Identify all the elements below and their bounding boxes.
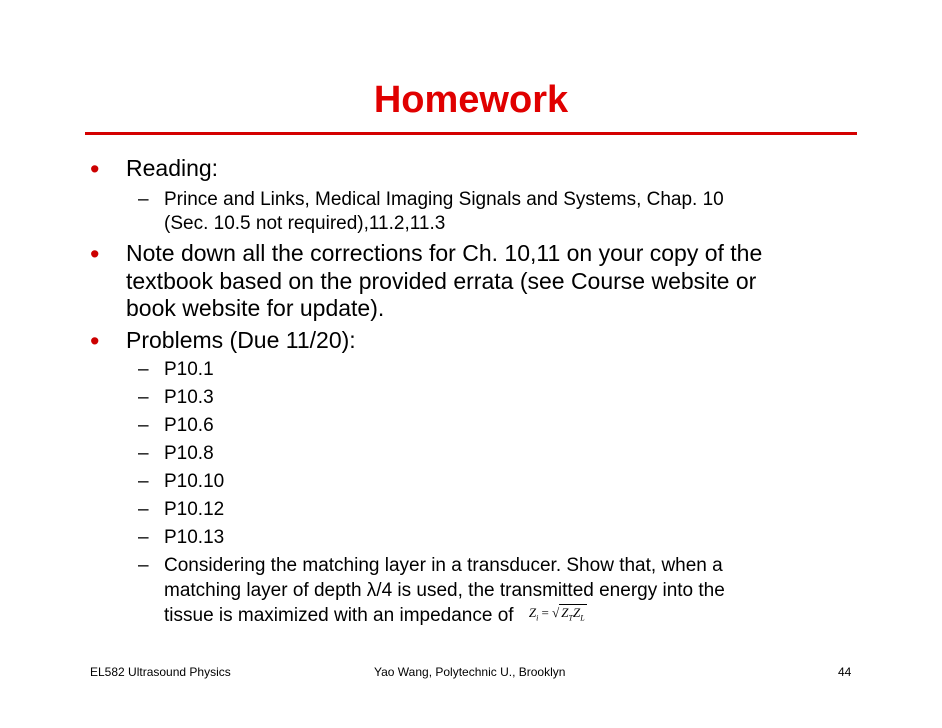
problem-item: P10.1 (164, 359, 214, 380)
dash-marker: – (138, 415, 149, 436)
bullet-note-line1: Note down all the corrections for Ch. 10,11 on your copy of the (126, 240, 763, 266)
dash-marker: – (138, 443, 149, 464)
bullet-dot: • (90, 154, 100, 184)
formula-sqrt (559, 604, 586, 623)
dash-marker: – (138, 555, 149, 576)
bullet-dot: • (90, 239, 100, 269)
problem-item: P10.3 (164, 387, 214, 408)
matching-layer-text: tissue is maximized with an impedance of (164, 605, 514, 626)
dash-marker: – (138, 527, 149, 548)
bullet-reading: Reading: (126, 155, 219, 181)
reading-reference-line1: Prince and Links, Medical Imaging Signals and Systems, Chap. 10 (164, 189, 724, 210)
footer-author: Yao Wang, Polytechnic U., Brooklyn (374, 665, 566, 679)
footer-page-number: 44 (838, 665, 852, 679)
impedance-formula: Zi = √ ZTZL (528, 605, 585, 623)
formula-zt-sub: T (568, 613, 573, 623)
dash-marker: – (138, 189, 149, 210)
formula-zt: Z (561, 605, 569, 620)
formula-zl: Z (572, 605, 581, 620)
dash-marker: – (138, 499, 149, 520)
bullet-dot: • (90, 326, 100, 356)
formula-lhs-sub: i (536, 613, 539, 623)
dash-marker: – (138, 471, 149, 492)
dash-marker: – (138, 387, 149, 408)
matching-layer-line3 (164, 603, 587, 636)
formula-lhs: Z (528, 605, 537, 620)
reading-reference-line2: (Sec. 10.5 not required),11.2,11.3 (164, 213, 446, 234)
problem-item: P10.12 (164, 499, 225, 520)
slide-title: Homework (373, 79, 569, 121)
formula-zl-sub: L (580, 613, 585, 623)
problem-item: P10.10 (164, 471, 225, 492)
formula-equals: = (541, 605, 549, 620)
matching-layer-line1: Considering the matching layer in a transducer. Show that, when a (164, 555, 723, 576)
bullet-note-line3: book website for update). (126, 295, 385, 321)
matching-layer-line2: matching layer of depth λ/4 is used, the transmitted energy into the (164, 580, 725, 601)
problem-item: P10.13 (164, 527, 225, 548)
footer-course: EL582 Ultrasound Physics (90, 665, 231, 679)
bullet-problems: Problems (Due 11/20): (126, 327, 356, 353)
dash-marker: – (138, 359, 149, 380)
title-divider (85, 132, 857, 135)
problem-item: P10.6 (164, 415, 214, 436)
bullet-note-line2: textbook based on the provided errata (see Course website or (126, 268, 757, 294)
problem-item: P10.8 (164, 443, 214, 464)
